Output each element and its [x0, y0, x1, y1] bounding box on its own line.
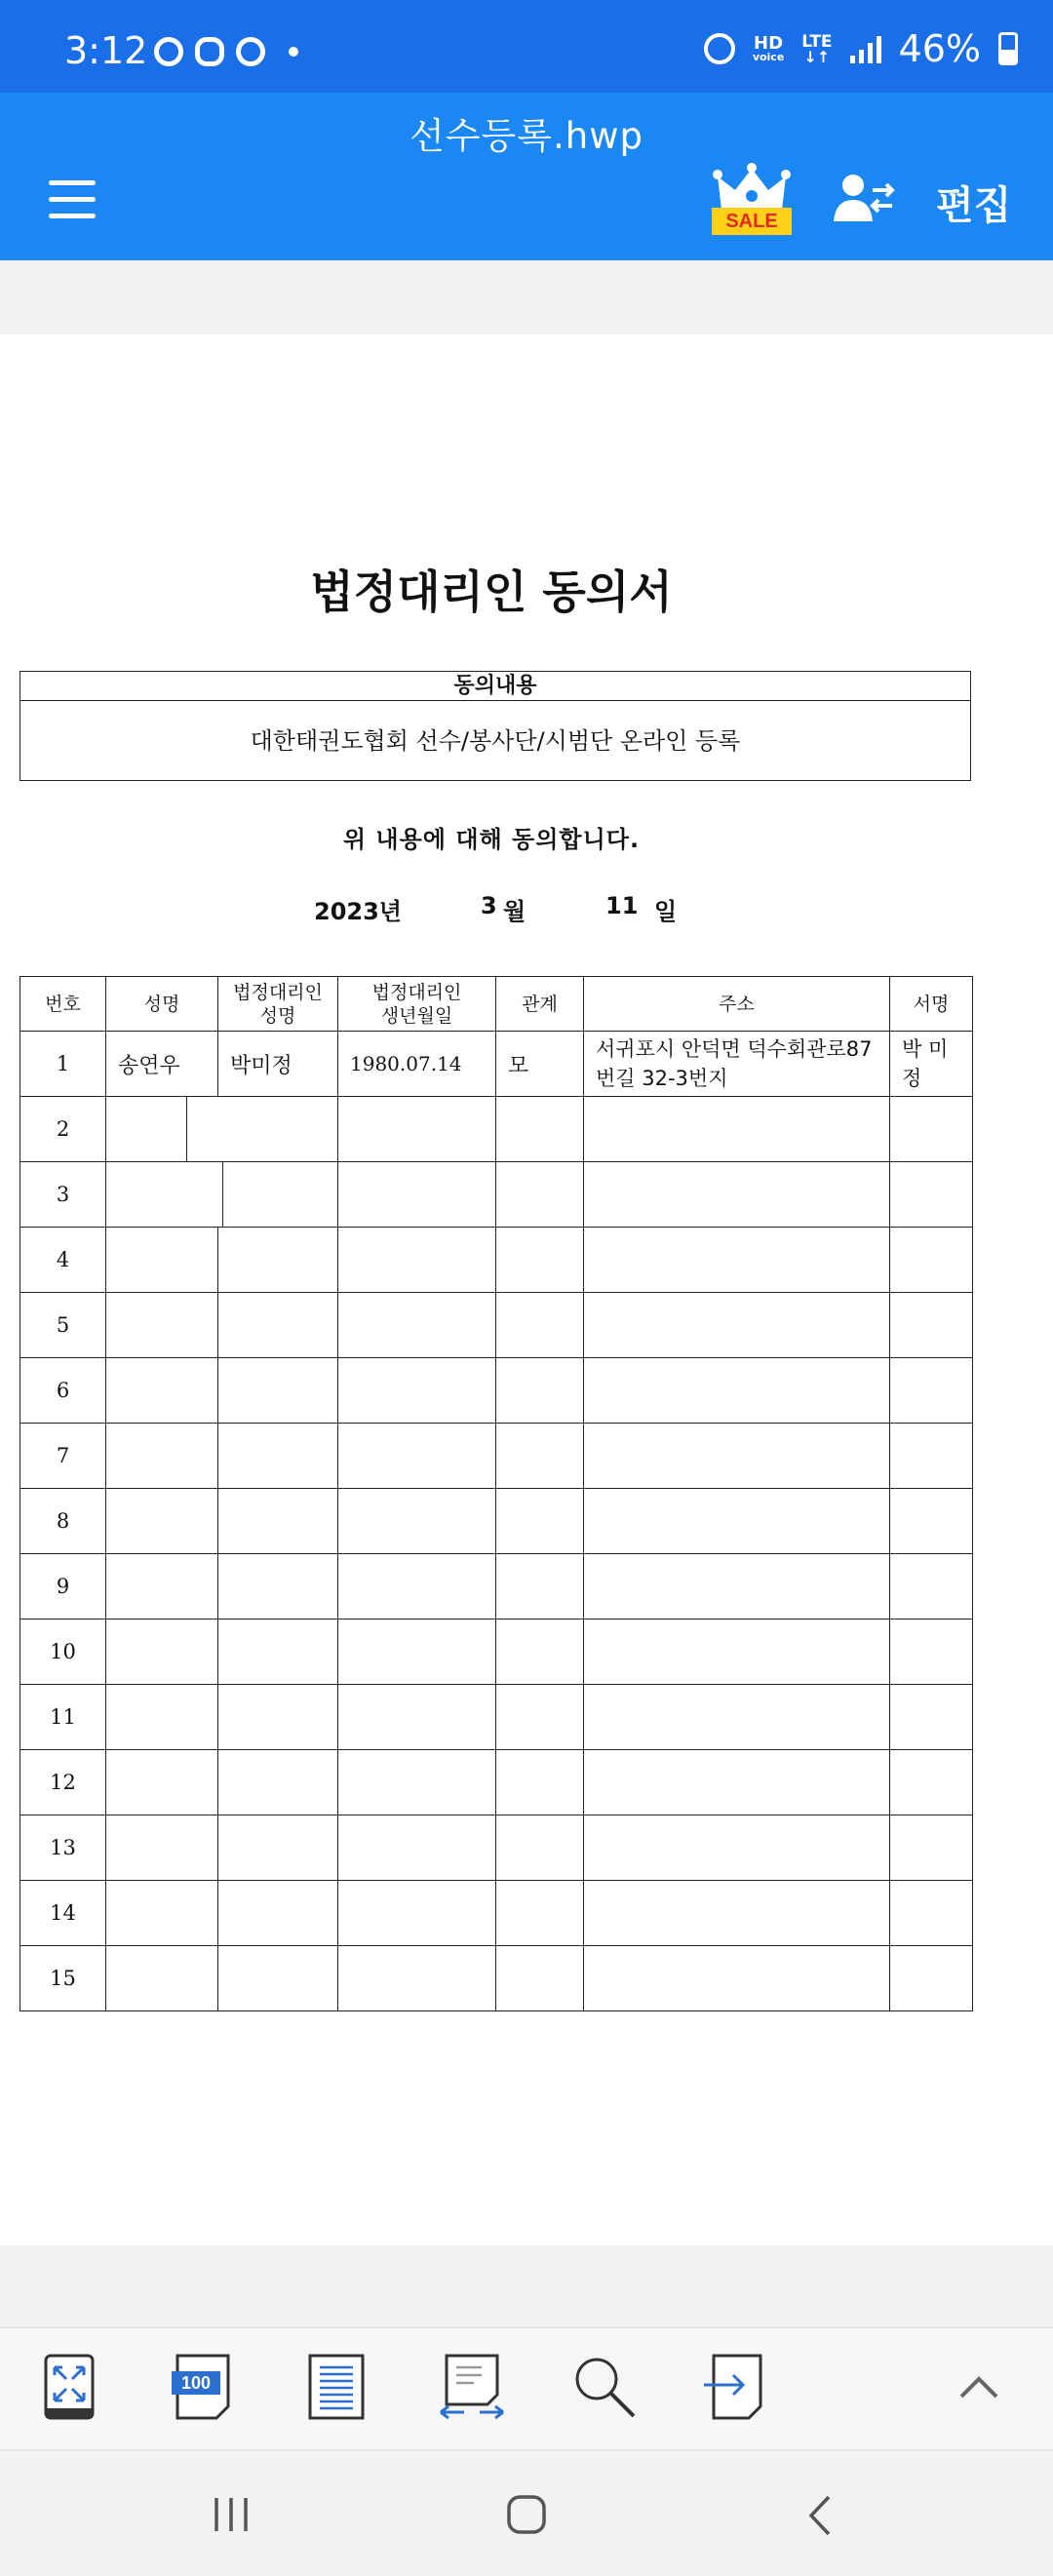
row-signature: [890, 1750, 973, 1815]
row-address: [584, 1424, 890, 1489]
reflow-icon[interactable]: [437, 2352, 499, 2422]
row-address: [584, 1489, 890, 1554]
row-relation: [496, 1946, 584, 2011]
voice-label: voice: [752, 50, 785, 63]
row-guardian-name: [218, 1358, 338, 1424]
row-signature: 박 미 정: [890, 1032, 973, 1097]
row-relation: [496, 1162, 584, 1228]
band-notification-icon: [195, 37, 224, 66]
row-guardian-birth: [338, 1097, 496, 1162]
row-signature: [890, 1358, 973, 1424]
header-number: 번호: [20, 977, 106, 1032]
row-guardian-name: 박미정: [218, 1032, 338, 1097]
row-relation: [496, 1685, 584, 1750]
row-relation: [496, 1620, 584, 1685]
row-name: [106, 1424, 218, 1489]
row-signature: [890, 1097, 973, 1162]
row-guardian-name: [218, 1424, 338, 1489]
row-number: 2: [20, 1097, 106, 1162]
row-guardian-birth: [338, 1620, 496, 1685]
row-number: 11: [20, 1685, 106, 1750]
app-bar: [0, 93, 1053, 260]
row-number: 4: [20, 1228, 106, 1293]
row-guardian-birth: [338, 1881, 496, 1946]
document-heading: 법정대리인 동의서: [310, 566, 673, 618]
row-relation: [496, 1750, 584, 1815]
sale-badge: SALE: [712, 208, 792, 235]
table-row: [20, 1489, 973, 1554]
row-address: [584, 1685, 890, 1750]
row-signature: [890, 1815, 973, 1881]
row-relation: [496, 1815, 584, 1881]
row-number: 7: [20, 1424, 106, 1489]
row-guardian-name: [218, 1815, 338, 1881]
row-address: [584, 1358, 890, 1424]
table-row: [20, 1097, 973, 1162]
row-guardian-birth: [338, 1424, 496, 1489]
table-row: [20, 1162, 973, 1228]
row-signature: [890, 1293, 973, 1358]
consent-text: 대한태권도협회 선수/봉사단/시범단 온라인 등록: [250, 727, 741, 755]
row-name: [106, 1685, 218, 1750]
row-signature: [890, 1489, 973, 1554]
page-view-icon[interactable]: [306, 2352, 369, 2422]
date-month: 3: [481, 892, 497, 919]
row-name: [106, 1489, 218, 1554]
row-guardian-name: [218, 1620, 338, 1685]
row-number: 14: [20, 1881, 106, 1946]
row-address: 서귀포시 안덕면 덕수회관로87번길 32-3번지: [584, 1032, 890, 1097]
row-signature: [890, 1162, 973, 1228]
table-row: [20, 1881, 973, 1946]
row-address: [584, 1620, 890, 1685]
row-number: 9: [20, 1554, 106, 1620]
table-row: [20, 1424, 973, 1489]
row-guardian-birth: [338, 1293, 496, 1358]
row-guardian-birth: [338, 1946, 496, 2011]
table-row: [20, 1685, 973, 1750]
header-signature: 서명: [890, 977, 973, 1032]
table-row: [20, 1620, 973, 1685]
row-number: 15: [20, 1946, 106, 2011]
notification-icons: [154, 37, 298, 66]
edit-button[interactable]: 편집: [936, 183, 1012, 228]
row-signature: [890, 1424, 973, 1489]
status-time: 3:12: [64, 29, 148, 72]
agree-statement: 위 내용에 대해 동의합니다.: [342, 826, 641, 853]
row-guardian-birth: [338, 1750, 496, 1815]
row-guardian-name: [218, 1489, 338, 1554]
row-guardian-birth: 1980.07.14: [338, 1032, 496, 1097]
row-address: [584, 1750, 890, 1815]
battery-icon: [998, 32, 1018, 65]
table-row: [20, 1554, 973, 1620]
row-signature: [890, 1881, 973, 1946]
row-number: 12: [20, 1750, 106, 1815]
home-button[interactable]: [506, 2494, 547, 2535]
table-row: [20, 1358, 973, 1424]
row-number: 5: [20, 1293, 106, 1358]
document-file-name: 선수등록.hwp: [410, 115, 644, 157]
user-switch-icon[interactable]: [834, 173, 896, 225]
table-header-row: [20, 977, 973, 1032]
row-guardian-birth: [338, 1815, 496, 1881]
app-notification-icon: [154, 37, 183, 66]
table-row: [20, 1750, 973, 1815]
crown-icon: [712, 163, 792, 214]
cell-divider: [222, 1162, 223, 1227]
row-guardian-birth: [338, 1685, 496, 1750]
signal-icon: [850, 34, 881, 63]
row-guardian-name: [218, 1554, 338, 1620]
system-nav-bar: [0, 2449, 1053, 2576]
row-number: 8: [20, 1489, 106, 1554]
search-icon[interactable]: [571, 2352, 634, 2422]
hd-label: HD: [754, 32, 784, 54]
date-day-unit: 일: [654, 898, 678, 925]
row-name: [106, 1358, 218, 1424]
lte-label: LTE: [801, 32, 833, 52]
row-number: 3: [20, 1162, 106, 1228]
alarm-icon: [704, 33, 735, 64]
zoom-100-icon[interactable]: [172, 2352, 234, 2422]
table-row: [20, 1946, 973, 2011]
table-row: [20, 1228, 973, 1293]
row-relation: [496, 1293, 584, 1358]
more-notifications-icon: [289, 47, 298, 57]
fit-screen-icon[interactable]: [39, 2352, 101, 2422]
row-address: [584, 1946, 890, 2011]
row-name: [106, 1815, 218, 1881]
consent-header: 동의내용: [20, 672, 970, 701]
header-relation: 관계: [496, 977, 584, 1032]
row-guardian-birth: [338, 1554, 496, 1620]
row-name: [106, 1554, 218, 1620]
lte-icon: [801, 33, 832, 64]
row-number: 1: [20, 1032, 106, 1097]
row-guardian-name: [218, 1750, 338, 1815]
row-number: 13: [20, 1815, 106, 1881]
header-guardian-name: 법정대리인 성명: [218, 977, 338, 1032]
row-name: [106, 1097, 218, 1162]
premium-sale-button[interactable]: [712, 163, 792, 237]
row-guardian-name: [218, 1881, 338, 1946]
row-relation: 모: [496, 1032, 584, 1097]
row-guardian-birth: [338, 1162, 496, 1228]
row-address: [584, 1097, 890, 1162]
row-signature: [890, 1685, 973, 1750]
row-relation: [496, 1228, 584, 1293]
cell-divider: [186, 1097, 187, 1161]
row-guardian-name: [218, 1685, 338, 1750]
row-guardian-name: [218, 1946, 338, 2011]
app-notification-icon: [236, 37, 265, 66]
hd-voice-icon: [752, 32, 785, 63]
row-relation: [496, 1358, 584, 1424]
row-guardian-name: [218, 1097, 338, 1162]
guardian-table: [20, 976, 973, 2011]
document-page[interactable]: [0, 334, 1053, 2245]
date-day: 11: [605, 892, 639, 919]
row-signature: [890, 1620, 973, 1685]
recent-apps-button[interactable]: [211, 2496, 252, 2533]
row-address: [584, 1162, 890, 1228]
table-row: [20, 1815, 973, 1881]
header-name: 성명: [106, 977, 218, 1032]
row-address: [584, 1815, 890, 1881]
data-arrows-icon: ↓↑: [803, 48, 831, 66]
row-relation: [496, 1097, 584, 1162]
table-row: [20, 1032, 973, 1097]
header-guardian-birth: 법정대리인 생년월일: [338, 977, 496, 1032]
row-number: 6: [20, 1358, 106, 1424]
back-button[interactable]: [805, 2494, 835, 2537]
battery-percent: 46%: [898, 27, 981, 70]
row-relation: [496, 1424, 584, 1489]
table-body: [20, 1032, 973, 2011]
row-number: 10: [20, 1620, 106, 1685]
row-guardian-birth: [338, 1489, 496, 1554]
row-name: [106, 1293, 218, 1358]
date-line: [0, 892, 1053, 925]
row-guardian-name: [218, 1293, 338, 1358]
status-bar: [0, 0, 1053, 93]
chevron-up-icon[interactable]: [948, 2352, 1010, 2422]
row-guardian-birth: [338, 1228, 496, 1293]
row-relation: [496, 1489, 584, 1554]
row-name: 송연우: [106, 1032, 218, 1097]
consent-box: [20, 671, 971, 781]
row-address: [584, 1554, 890, 1620]
export-icon[interactable]: [704, 2352, 766, 2422]
row-guardian-birth: [338, 1358, 496, 1424]
row-signature: [890, 1946, 973, 2011]
date-month-unit: 월: [503, 898, 526, 925]
row-name: [106, 1946, 218, 2011]
row-address: [584, 1293, 890, 1358]
row-relation: [496, 1881, 584, 1946]
system-status: [704, 27, 1018, 70]
hamburger-menu-icon[interactable]: [49, 180, 96, 219]
row-relation: [496, 1554, 584, 1620]
row-name: [106, 1881, 218, 1946]
row-name: [106, 1750, 218, 1815]
bottom-toolbar: [0, 2326, 1053, 2451]
row-guardian-name: [218, 1162, 338, 1228]
row-address: [584, 1881, 890, 1946]
row-address: [584, 1228, 890, 1293]
row-signature: [890, 1554, 973, 1620]
date-year: 2023년: [314, 898, 402, 925]
row-signature: [890, 1228, 973, 1293]
row-name: [106, 1620, 218, 1685]
header-address: 주소: [584, 977, 890, 1032]
table-row: [20, 1293, 973, 1358]
row-name: [106, 1162, 218, 1228]
zoom-label: 100: [180, 2373, 212, 2393]
row-guardian-name: [218, 1228, 338, 1293]
row-name: [106, 1228, 218, 1293]
